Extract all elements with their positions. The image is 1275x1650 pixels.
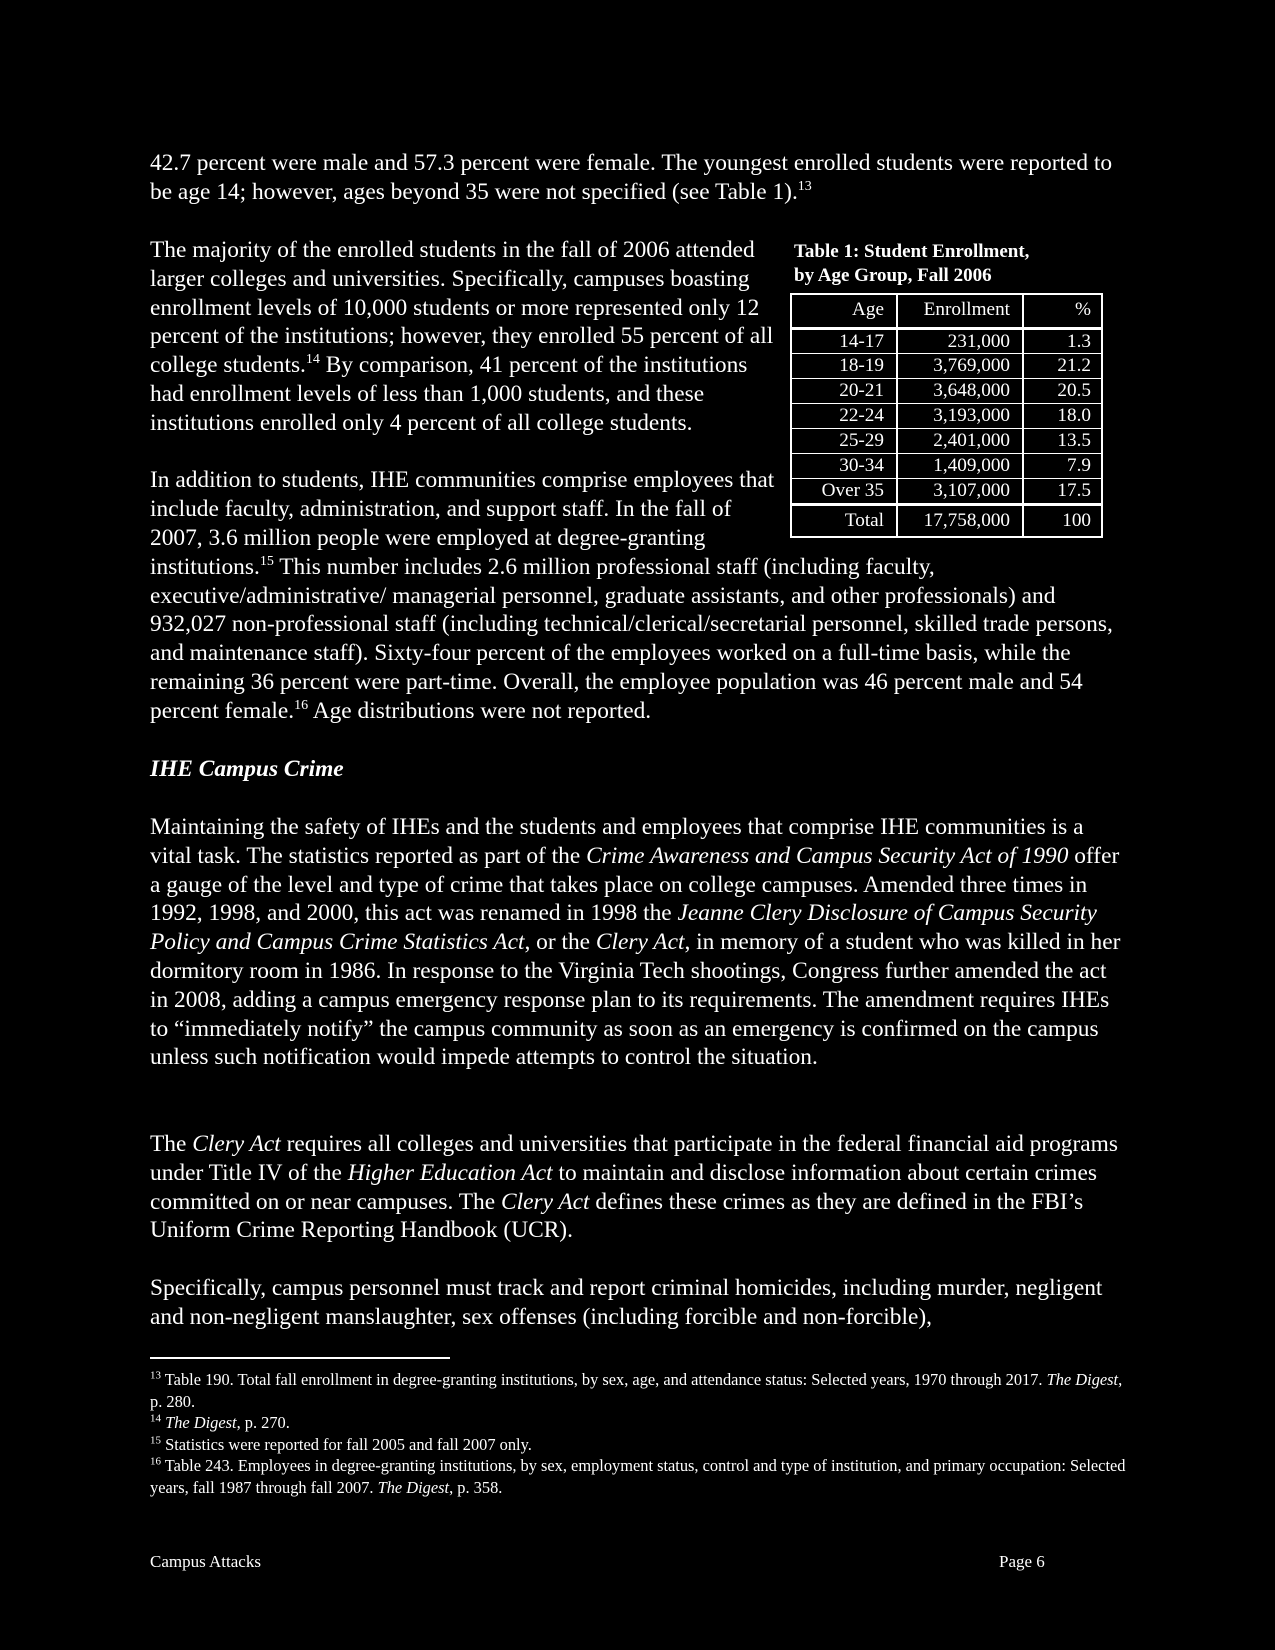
paragraph-clery-requirements: The Clery Act requires all colleges and universities that participate in the federal financial aid programs under Title IV of the Higher Education Act to maintain and disclose information about certain crimes committed on or near campuses. The Clery Act defines these crimes as they are defined in the FBI’s Uniform Crime Reporting Handbook (UCR). [150, 1131, 1118, 1244]
table-row: Over 35 3,107,000 17.5 [821, 480, 1091, 501]
table-row: 25-29 2,401,000 13.5 [839, 430, 1091, 451]
footer-page-number: Page 6 [999, 1552, 1045, 1571]
paragraph-enrollment-sex: 42.7 percent were male and 57.3 percent were female. The youngest enrolled students were reported to be age 14; however, ages beyond 35 were not specified (see Table 1).$^{13}$ [150, 150, 1113, 205]
table-title: Table 1: Student Enrollment, by Age Group, Fall 2006 [794, 241, 1030, 286]
table-header-age: Age [852, 299, 884, 320]
footer-title: Campus Attacks [150, 1552, 261, 1571]
paragraph-clery-history: Maintaining the safety of IHEs and the students and employees that comprise IHE communities is a vital task. The statistics reported as part of the Crime Awareness and Campus Security Act of 1990 offer a gauge of the level and type of crime that takes place on college campuses. Amended three times in 1992, 1998, and 2000, this act was renamed in 1998 the Jeanne Clery Disclosure of Campus Security Policy and Campus Crime Statistics Act, or the Clery Act, in memory of a student who was killed in her dormitory room in 1986. In response to the Virginia Tech shootings, Congress further amended the act in 2008, adding a campus emergency response plan to its requirements. The amendment requires IHEs to “immediately notify” the campus community as soon as an emergency is confirmed on the campus unless such notification would impede attempts to control the situation. [150, 814, 1121, 1071]
footnote-divider [150, 1357, 450, 1359]
footnote-13: $^{13}$ Table 190. Total fall enrollment in degree-granting institutions, by sex, age, and attendance status: Selected years, 1970 through 2017. The Digest, p. 280. [150, 1369, 1123, 1411]
table-row: 20-21 3,648,000 20.5 [839, 380, 1091, 401]
table-header-percent: % [1075, 299, 1091, 320]
footnote-ref-14[interactable]: 14 [305, 352, 320, 368]
enrollment-table [790, 293, 1103, 538]
footnote-14: $^{14}$ The Digest, p. 270. [150, 1412, 290, 1432]
table-total-row: Total 17,758,000 100 [844, 510, 1091, 531]
footnote-16: $^{16}$ Table 243. Employees in degree-granting institutions, by sex, employment status, control and type of institution, and primary occupation: Selected years, fall 1987 through fall 2007. The Digest, p. 358. [150, 1455, 1126, 1497]
table-row: 14-17 231,000 1.3 [839, 331, 1091, 352]
enrollment-table-container [790, 236, 1130, 542]
table-header-enrollment: Enrollment [923, 299, 1010, 320]
paragraph-institution-size: The majority of the enrolled students in the fall of 2006 attended larger colleges and universities. Specifically, campuses boasting enrollment levels of 10,000 students or more represented only 12 percent of the institutions; however, they enrolled 55 percent of all college students.$^{14}$ By comparison, 41 percent of the institutions had enrollment levels of less than 1,000 students, and these institutions enrolled only 4 percent of all college students. [150, 237, 774, 436]
section-heading: IHE Campus Crime [150, 756, 344, 782]
paragraph-employees: In addition to students, IHE communities comprise employees that include faculty, administration, and support staff. In the fall of 2007, 3.6 million people were employed at degree-granting institutions.$^{15}$ This number includes 2.6 million professional staff (including faculty, executive/administrative/ managerial personnel, graduate assistants, and other professionals) and 932,027 non-professional staff (including technical/clerical/secretarial personnel, skilled trade persons, and maintenance staff). Sixty-four percent of the employees worked on a full-time basis, while the remaining 36 percent were part-time. Overall, the employee population was 46 percent male and 54 percent female.$^{16}$ Age distributions were not reported. [150, 467, 1113, 724]
table-header-row [792, 295, 1101, 327]
table-row: 30-34 1,409,000 7.9 [839, 455, 1091, 476]
text-block-with-table [150, 236, 1130, 726]
footnote-ref-13[interactable]: 13 [797, 179, 812, 194]
table-row: 18-19 3,769,000 21.2 [839, 355, 1091, 376]
footnote-15: $^{15}$ Statistics were reported for fall 2005 and fall 2007 only. [150, 1434, 532, 1454]
footnote-ref-15[interactable]: 15 [259, 553, 274, 569]
footnote-ref-16[interactable]: 16 [294, 697, 309, 713]
table-row: 22-24 3,193,000 18.0 [839, 405, 1091, 426]
paragraph-crimes-tracked: Specifically, campus personnel must track and report criminal homicides, including murder, negligent and non-negligent manslaughter, sex offenses (including forcible and non-forcible), [150, 1275, 1103, 1330]
